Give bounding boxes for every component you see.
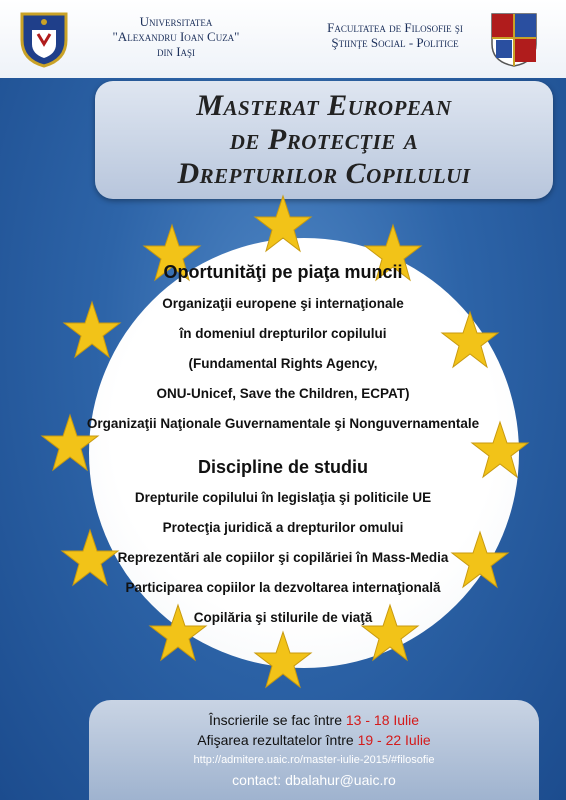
university-line-1: Universitatea <box>139 14 213 29</box>
registration-line <box>89 712 539 728</box>
title-line-3: Drepturilor Copilului <box>177 157 471 190</box>
opportunities-heading: Oportunităţi pe piaţa muncii <box>163 262 403 282</box>
admission-url[interactable]: http://admitere.uaic.ro/master-iulie-2015/#filosofie <box>193 754 435 766</box>
results-line <box>89 732 539 748</box>
opportunity-item: în domeniul drepturilor copilului <box>179 326 387 341</box>
opportunity-item: Organizaţii europene şi internaţionale <box>162 296 404 311</box>
discipline-item: Reprezentări ale copiilor şi copilăriei în Mass-Media <box>117 550 449 565</box>
results-text: Afişarea rezultatelor între <box>197 732 354 748</box>
opportunity-item: ONU-Unicef, Save the Children, ECPAT) <box>156 386 410 401</box>
contact-label: contact: <box>232 772 282 788</box>
opportunity-item: Organizaţii Naţionale Guvernamentale şi Nonguvernamentale <box>86 416 480 431</box>
faculty-line-2: Ştiinţe Social - Politice <box>331 35 459 50</box>
discipline-item: Drepturile copilului în legislaţia şi politicile UE <box>134 490 432 505</box>
opportunity-item: (Fundamental Rights Agency, <box>188 356 378 371</box>
discipline-item: Copilăria şi stilurile de viaţă <box>193 610 373 625</box>
contact-line <box>89 772 539 788</box>
registration-dates: 13 - 18 Iulie <box>345 712 420 728</box>
results-dates: 19 - 22 Iulie <box>357 732 431 748</box>
faculty-line-1: Facultatea de Filosofie şi <box>327 20 463 35</box>
contact-email[interactable]: dbalahur@uaic.ro <box>285 772 396 788</box>
university-line-3: din Iaşi <box>156 44 196 59</box>
star-icon <box>255 196 311 251</box>
university-line-2: "Alexandru Ioan Cuza" <box>112 29 240 44</box>
star-icon <box>255 632 311 687</box>
discipline-item: Participarea copiilor la dezvoltarea internaţională <box>125 580 441 595</box>
title-line-1: Masterat European <box>196 89 452 122</box>
registration-text: Înscrierile se fac între <box>208 712 342 728</box>
discipline-item: Protecţia juridică a drepturilor omului <box>162 520 404 535</box>
disciplines-heading: Discipline de studiu <box>197 457 369 477</box>
title-line-2: de Protecţie a <box>229 123 419 156</box>
